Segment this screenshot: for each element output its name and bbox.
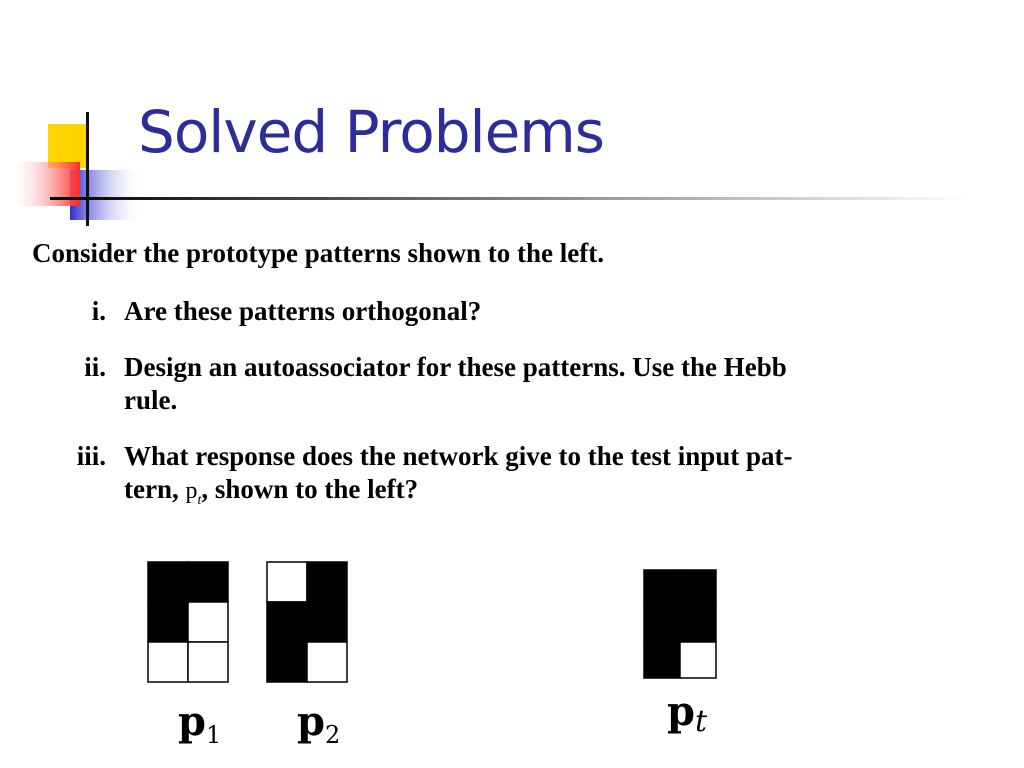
grid-cell-white: [307, 642, 347, 682]
grid-cell-white: [188, 602, 228, 642]
question-text-line-2: [124, 473, 418, 517]
grid-cell-black: [307, 562, 347, 602]
intro-text: Consider the prototype patterns shown to the left.: [32, 238, 604, 268]
logo-yellow-square: [48, 124, 88, 168]
question-text-line-2: rule.: [124, 385, 178, 415]
inline-symbol-pt: $p_t$: [185, 478, 202, 508]
pattern-p1-label: $p_1$: [178, 698, 222, 749]
grid-cell-black: [148, 562, 188, 602]
question-text-line-1: Design an autoassociator for these patterns. Use the Hebb: [124, 352, 787, 382]
grid-cell-black: [680, 606, 716, 642]
logo-vertical-line: [86, 112, 89, 226]
question-number: ii.: [84, 352, 106, 382]
question-text-line-1: What response does the network give to the test input pat-: [124, 441, 793, 471]
page-title: Solved Problems: [138, 98, 605, 166]
grid-cell-black: [644, 606, 680, 642]
grid-cell-black: [267, 642, 307, 682]
grid-cell-black: [267, 602, 307, 642]
grid-cell-white: [680, 642, 716, 678]
question-number: iii.: [76, 441, 106, 471]
grid-cell-black: [644, 570, 680, 606]
pattern-p2-label: $p_2$: [297, 698, 341, 749]
logo-blue-square: [70, 170, 140, 220]
pattern-p2-grid: [266, 561, 348, 683]
question-text: Are these patterns orthogonal?: [124, 296, 482, 326]
grid-cell-black: [644, 642, 680, 678]
grid-cell-white: [267, 562, 307, 602]
question-text-part: tern,: [124, 474, 179, 504]
grid-cell-black: [307, 602, 347, 642]
pattern-pt-grid: [643, 569, 717, 679]
grid-cell-black: [188, 562, 228, 602]
grid-cell-black: [148, 602, 188, 642]
question-text-part: , shown to the left?: [201, 474, 419, 504]
header-rule: [50, 197, 970, 200]
pattern-p1-grid: [147, 561, 229, 683]
grid-cell-black: [680, 570, 716, 606]
pattern-pt-label: pt: [667, 688, 708, 739]
question-number: i.: [91, 296, 106, 326]
grid-cell-white: [148, 642, 188, 682]
grid-cell-white: [188, 642, 228, 682]
